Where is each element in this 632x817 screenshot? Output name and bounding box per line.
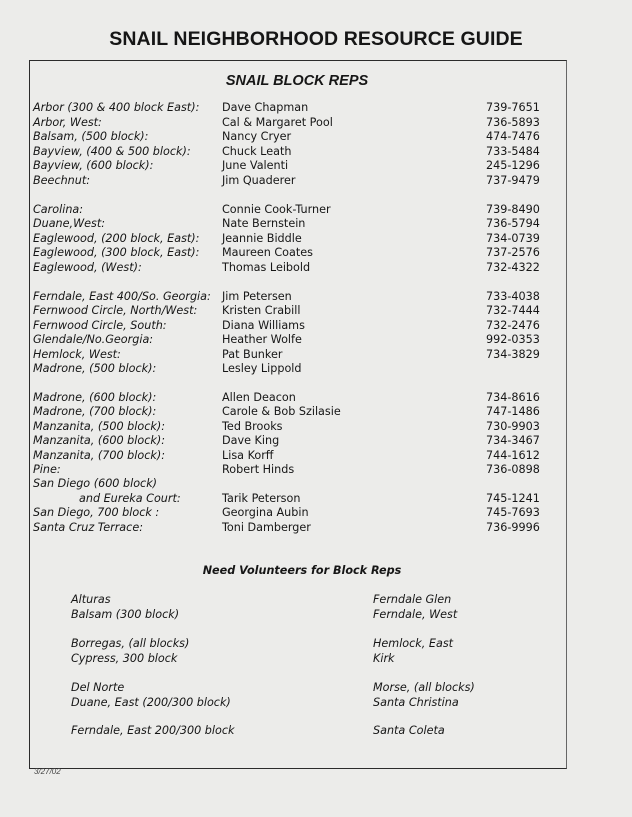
rep-row: [0, 290, 632, 304]
rep-name: Georgina Aubin: [222, 506, 309, 519]
street-name: Hemlock, West:: [33, 348, 121, 361]
street-name: Bayview, (400 & 500 block):: [33, 145, 191, 158]
rep-row: [0, 145, 632, 159]
street-name: Balsam, (500 block):: [33, 130, 149, 143]
street-name: Arbor (300 & 400 block East):: [33, 101, 200, 114]
rep-name: Lesley Lippold: [222, 362, 302, 375]
phone-number: 732-2476: [486, 319, 540, 332]
rep-name: Lisa Korff: [222, 449, 274, 462]
rep-row: [0, 434, 632, 448]
phone-number: 745-1241: [486, 492, 540, 505]
street-name: Fernwood Circle, South:: [33, 319, 167, 332]
volunteer-street: Del Norte: [71, 681, 125, 694]
rep-row: [0, 217, 632, 231]
street-name: Madrone, (600 block):: [33, 391, 157, 404]
rep-name: June Valenti: [222, 159, 289, 172]
street-name: Madrone, (700 block):: [33, 405, 157, 418]
street-name: Bayview, (600 block):: [33, 159, 154, 172]
rep-name: Ted Brooks: [222, 420, 283, 433]
page-title: SNAIL NEIGHBORHOOD RESOURCE GUIDE: [109, 28, 523, 50]
street-name: Glendale/No.Georgia:: [33, 333, 154, 346]
phone-number: 730-9903: [486, 420, 540, 433]
street-name: Eaglewood, (300 block, East):: [33, 246, 200, 259]
rep-row: [0, 492, 632, 506]
rep-name: Jim Quaderer: [222, 174, 296, 187]
rep-name: Tarik Peterson: [222, 492, 301, 505]
phone-number: 739-8490: [486, 203, 540, 216]
street-name: Arbor, West:: [33, 116, 102, 129]
phone-number: 734-0739: [486, 232, 540, 245]
rep-row: [0, 159, 632, 173]
volunteer-street: Cypress, 300 block: [71, 652, 178, 665]
street-name: Duane,West:: [33, 217, 106, 230]
phone-number: 736-0898: [486, 463, 540, 476]
rep-row: [0, 261, 632, 275]
rep-name: Thomas Leibold: [222, 261, 311, 274]
street-name: and Eureka Court:: [79, 492, 181, 505]
volunteer-street: Alturas: [71, 593, 111, 606]
volunteer-street: Ferndale, West: [373, 608, 458, 621]
phone-number: 733-5484: [486, 145, 540, 158]
rep-name: Nate Bernstein: [222, 217, 306, 230]
rep-name: Pat Bunker: [222, 348, 283, 361]
phone-number: 732-7444: [486, 304, 540, 317]
volunteer-street: Duane, East (200/300 block): [71, 696, 231, 709]
volunteer-street: Balsam (300 block): [71, 608, 180, 621]
rep-name: Maureen Coates: [222, 246, 313, 259]
rep-row: [0, 333, 632, 347]
volunteer-street: Ferndale, East 200/300 block: [71, 724, 235, 737]
volunteer-street: Borregas, (all blocks): [71, 637, 190, 650]
rep-name: Dave Chapman: [222, 101, 309, 114]
phone-number: 737-2576: [486, 246, 540, 259]
rep-row: [0, 362, 632, 376]
volunteer-street: Santa Christina: [373, 696, 459, 709]
street-name: Manzanita, (500 block):: [33, 420, 165, 433]
phone-number: 736-9996: [486, 521, 540, 534]
rep-name: Carole & Bob Szilasie: [222, 405, 341, 418]
phone-number: 734-3467: [486, 434, 540, 447]
footer-date: 3/27/02: [34, 767, 61, 776]
phone-number: 474-7476: [486, 130, 540, 143]
rep-name: Robert Hinds: [222, 463, 295, 476]
rep-name: Heather Wolfe: [222, 333, 302, 346]
phone-number: 739-7651: [486, 101, 540, 114]
rep-row: [0, 246, 632, 260]
street-name: Fernwood Circle, North/West:: [33, 304, 198, 317]
rep-row: [0, 348, 632, 362]
rep-row: [0, 463, 632, 477]
street-name: Santa Cruz Terrace:: [33, 521, 143, 534]
rep-row: [0, 506, 632, 520]
phone-number: 734-3829: [486, 348, 540, 361]
street-name: Eaglewood, (West):: [33, 261, 142, 274]
rep-name: Chuck Leath: [222, 145, 292, 158]
rep-row: [0, 130, 632, 144]
rep-row: [0, 449, 632, 463]
street-name: Carolina:: [33, 203, 84, 216]
rep-name: Kristen Crabill: [222, 304, 301, 317]
phone-number: 992-0353: [486, 333, 540, 346]
rep-row: [0, 101, 632, 115]
rep-name: Connie Cook-Turner: [222, 203, 331, 216]
phone-number: 736-5794: [486, 217, 540, 230]
phone-number: 732-4322: [486, 261, 540, 274]
volunteer-street: Santa Coleta: [373, 724, 445, 737]
street-name: Ferndale, East 400/So. Georgia:: [33, 290, 211, 303]
rep-row: [0, 521, 632, 535]
street-name: San Diego (600 block): [33, 477, 158, 490]
rep-row: [0, 420, 632, 434]
rep-row: [0, 203, 632, 217]
volunteer-street: Hemlock, East: [373, 637, 454, 650]
street-name: Manzanita, (600 block):: [33, 434, 165, 447]
volunteer-street: Kirk: [373, 652, 395, 665]
street-name: Pine:: [33, 463, 61, 476]
street-name: Eaglewood, (200 block, East):: [33, 232, 200, 245]
rep-row: [0, 116, 632, 130]
volunteer-street: Morse, (all blocks): [373, 681, 475, 694]
rep-name: Diana Williams: [222, 319, 305, 332]
street-name: San Diego, 700 block :: [33, 506, 160, 519]
rep-name: Cal & Margaret Pool: [222, 116, 333, 129]
phone-number: 736-5893: [486, 116, 540, 129]
rep-row: [0, 391, 632, 405]
phone-number: 734-8616: [486, 391, 540, 404]
rep-row: [0, 174, 632, 188]
phone-number: 745-7693: [486, 506, 540, 519]
volunteer-street: Ferndale Glen: [373, 593, 452, 606]
rep-name: Jim Petersen: [222, 290, 292, 303]
volunteers-title: Need Volunteers for Block Reps: [202, 564, 402, 577]
street-name: Madrone, (500 block):: [33, 362, 157, 375]
rep-name: Allen Deacon: [222, 391, 296, 404]
rep-name: Toni Damberger: [222, 521, 311, 534]
street-name: Manzanita, (700 block):: [33, 449, 165, 462]
phone-number: 744-1612: [486, 449, 540, 462]
phone-number: 747-1486: [486, 405, 540, 418]
rep-row: [0, 405, 632, 419]
rep-row: [0, 232, 632, 246]
rep-row: [0, 477, 632, 491]
rep-name: Jeannie Biddle: [222, 232, 302, 245]
phone-number: 245-1296: [486, 159, 540, 172]
rep-name: Nancy Cryer: [222, 130, 292, 143]
rep-row: [0, 304, 632, 318]
rep-row: [0, 319, 632, 333]
section-title: SNAIL BLOCK REPS: [225, 73, 369, 89]
rep-name: Dave King: [222, 434, 280, 447]
phone-number: 733-4038: [486, 290, 540, 303]
phone-number: 737-9479: [486, 174, 540, 187]
street-name: Beechnut:: [33, 174, 91, 187]
